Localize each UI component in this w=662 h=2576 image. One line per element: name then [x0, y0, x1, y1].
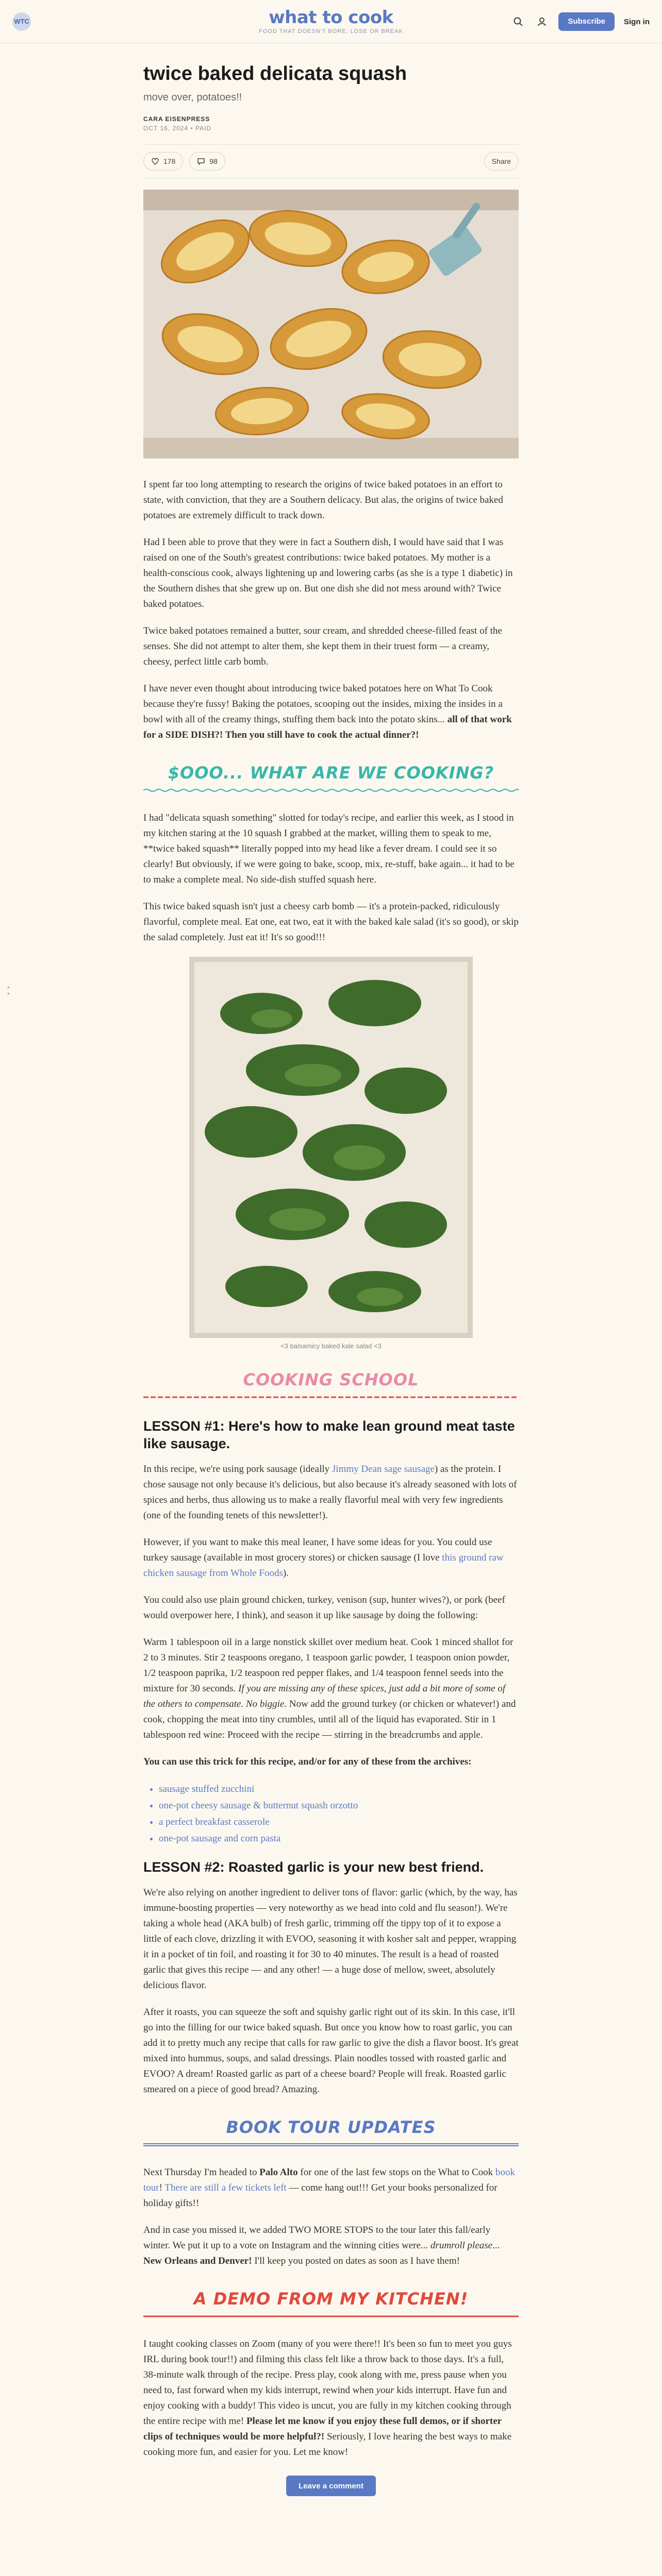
tour-paragraph-2 [143, 2223, 519, 2269]
dashed-divider-icon [143, 1395, 519, 1399]
archive-recipe-list [143, 1781, 519, 1847]
tour-p2-c: I'll keep you posted on dates as soon as I have them! [252, 2256, 460, 2266]
top-actions [511, 12, 650, 31]
l1-p4-italic: If you are missing any of these spices, just add a bit more of some of the others to compensate. No biggie. [143, 1683, 506, 1709]
demo-paragraph-1 [143, 2336, 519, 2460]
intro-paragraph-3: Twice baked potatoes remained a butter, sour cream, and shredded cheese-filled feast of the senses. She did not attempt to alter them, she kept them in their truest form — a creamy, cheesy, perfect little carb bomb. [143, 625, 502, 667]
tour-p1-d: — come hang out!!! Get your books personalized for holiday gifts!! [143, 2182, 498, 2209]
intro-paragraph-1: I spent far too long attempting to research the origins of twice baked potatoes in an effort to state, with conviction, that they are a Southern delicacy. But alas, the origins of twice baked potatoes are extremely difficult to track down. [143, 479, 503, 521]
share-label: Share [491, 157, 511, 165]
demo-p1-c: Seriously, I love hearing the best ways to make cooking more fun, and easier for you. Let me know! [143, 2431, 512, 2458]
l1-p2-a: However, if you want to make this meal leaner, I have some ideas for you. You could use turkey sausage (available in most grocery stores) or chicken sausage (I love [143, 1537, 492, 1563]
lesson-1-title: LESSON #1: Here's how to make lean ground meat taste like sausage. [143, 1418, 515, 1451]
comment-icon [197, 157, 205, 165]
publication-logo[interactable]: WTC [12, 12, 31, 31]
tour-p2-bold: New Orleans and Denver! [143, 2256, 252, 2266]
lesson-1-paragraph-5 [143, 1754, 519, 1770]
archive-link[interactable]: • a perfect breakfast casserole [159, 1814, 519, 1831]
lesson-2-paragraph-1: We're also relying on another ingredient to deliver tons of flavor: garlic (which, by the way, has immune-boosting properties — very noteworthy as we head into cold and flu season!). We're taking a whole head (AKA bulb) of fresh garlic, trimming off the tippy top of it to expose a little of each clove, drizzling it with EVOO, seasoning it with kosher salt and pepper, wrapping it in a pocket of tin foil, and roasting it for 30 to 40 minutes. The result is a head of roasted garlic that gives this recipe — and any other! — a huge dose of mellow, sweet, absolutely delicious flavor. [143, 1887, 518, 1991]
intro-paragraph-2: Had I been able to prove that they were in fact a Southern dish, I would have said that I was raised on one of the South's greatest contributions: twice baked potatoes. My mother is a health-conscious cook, always lightening up and lowering carbs (as she is a type 1 diabetic) in the Southern dishes that she grew up on. But one dish she did not mess around with? Twice baked potatoes. [143, 537, 513, 609]
kale-salad-image [189, 957, 473, 1338]
demo-heading-text: A DEMO FROM MY KITCHEN! [193, 2289, 469, 2309]
demo-p1-a: I taught cooking classes on Zoom (many of you were there!! It's been so fun to meet you guys IRL during book tour!!) and filming this class felt like a throw back to those days. It's a full, 38-minute walk through of the recipe. Press play, cook along with me, press pause when you need to, fast forward when my kids interrupt, rewind when [143, 2338, 512, 2396]
lesson-1-paragraph-1 [143, 1462, 519, 1523]
archive-link[interactable]: • one-pot cheesy sausage & butternut squash orzotto [159, 1798, 519, 1814]
article [143, 43, 519, 2511]
tour-p1-b: for one of the last few stops on the What to Cook [297, 2167, 495, 2178]
intro-4-text: I have never even thought about introducing twice baked potatoes here on What To Cook because they're fussy! Baking the potatoes, scooping out the insides, mixing the insides in a bowl with all of the creamy things, stuffing them back into the potato skins... [143, 683, 503, 725]
l1-p5-bold: You can use this trick for this recipe, and/or for any of these from the archives: [143, 1756, 472, 1767]
lesson-1-paragraph-2 [143, 1535, 519, 1581]
section-heading-tour [143, 2116, 519, 2149]
post-date: OCT 16, 2024 • PAID [143, 125, 212, 132]
lesson-2-paragraph-2: After it roasts, you can squeeze the soft and squishy garlic right out of its skin. In this case, it'll go into the filling for our twice baked squash. But once you know how to roast garlic, you can add it to pretty much any recipe that calls for raw garlic to give the dish a flavor boost. It's great mixed into hummus, soups, and salad dressings. Plain noodles tossed with roasted garlic and EVOO? A dream! Roasted garlic as part of a cheese board? People will freak. Roasted garlic smeared on a piece of good bread? Amazing. [143, 2007, 519, 2095]
tour-heading-text: BOOK TOUR UPDATES [226, 2117, 436, 2137]
comment-count: 98 [209, 157, 218, 165]
archive-link[interactable]: • one-pot sausage and corn pasta [159, 1831, 519, 1847]
tour-p2-a: And in case you missed it, we added TWO MORE STOPS to the tour later this fall/early winter. We put it up to a vote on Instagram and the winning cities were... [143, 2225, 491, 2251]
kale-salad-figure [143, 957, 519, 1350]
side-menu-handle-icon[interactable]: • • [7, 983, 10, 997]
red-divider-icon [143, 2314, 519, 2318]
whole-foods-link[interactable]: this ground raw chicken sausage from Whole Foods [143, 1552, 504, 1579]
section-heading-school [143, 1368, 519, 1402]
subscribe-button[interactable]: Subscribe [558, 12, 615, 31]
tour-p2-italic: drumroll please [430, 2240, 493, 2251]
l1-p1-a: In this recipe, we're using pork sausage (ideally [143, 1464, 332, 1475]
double-line-divider-icon [143, 2143, 519, 2147]
l1-p4-a: Warm 1 tablespoon oil in a large nonstick skillet over medium heat. Cook 1 minced shallot for 2 to 3 minutes. Stir 2 teaspoons oregano, 1 teaspoon garlic powder, 1 teaspoon onion powder, 1/2 teaspoon paprika, 1/2 teaspoon red pepper flakes, and 1/4 teaspoon fennel seeds into the mixture for 30 seconds. [143, 1637, 514, 1694]
heart-icon [151, 157, 159, 165]
post-subtitle: move over, potatoes!! [143, 92, 242, 103]
tour-p2-b: ... [492, 2240, 500, 2251]
l1-p2-b: ). [283, 1568, 289, 1579]
archive-link[interactable]: • sausage stuffed zucchini [159, 1781, 519, 1798]
tour-p1-c: ! [159, 2182, 165, 2193]
hero-image-squash [143, 190, 519, 459]
lesson-1-paragraph-4 [143, 1635, 519, 1743]
top-bar [0, 0, 662, 43]
search-icon[interactable] [511, 14, 525, 29]
tour-p1-bold: Palo Alto [259, 2167, 298, 2178]
post-author[interactable]: CARA EISENPRESS [143, 115, 210, 123]
cooking-paragraph-2: This twice baked squash isn't just a cheesy carb bomb — it's a protein-packed, ridiculously flavorful, complete meal. Eat one, eat two, eat it with the baked kale salad (it's so good), or skip the salad completely. Just eat it! It's so good!!! [143, 901, 519, 943]
l1-p4-b: Now add the ground turkey (or chicken or whatever!) and cook, chopping the meat into tiny crumbles, until all of the liquid has evaporated. Stir in 1 tablespoon red wine: Proceed with the recipe — stirring in the breadcrumbs and apple. [143, 1699, 516, 1740]
section-heading-demo [143, 2287, 519, 2321]
like-count: 178 [163, 157, 176, 165]
l1-p1-b: ) as the protein. I chose sausage not only because it's delicious, but also because it's already seasoned with lots of spices and herbs, thus allowing us to make a really flavorful meal with very few ingredients (one of the founding tenets of this newsletter!). [143, 1464, 517, 1521]
squiggle-divider-icon [143, 788, 519, 792]
kale-salad-caption: <3 balsamicy baked kale salad <3 [280, 1342, 382, 1350]
leave-comment-button[interactable]: Leave a comment [286, 2476, 376, 2496]
lesson-2-title: LESSON #2: Roasted garlic is your new best friend. [143, 1859, 484, 1875]
section-heading-cooking [143, 761, 519, 795]
tickets-link[interactable]: There are still a few tickets left [164, 2182, 287, 2193]
account-icon[interactable] [535, 14, 549, 29]
tour-p1-a: Next Thursday I'm headed to [143, 2167, 260, 2178]
intro-4-bold: all of that work for a SIDE DISH?! Then you still have to cook the actual dinner?! [143, 714, 512, 740]
demo-p1-b: kids interrupt. Have fun and enjoy cooking with a buddy! This video is uncut, you are fully in my kitchen cooking through the entire recipe with me! [143, 2385, 511, 2427]
intro-paragraph-4 [143, 681, 519, 743]
school-heading-text: COOKING SCHOOL [243, 1370, 419, 1389]
brand-tagline: FOOD THAT DOESN'T BORE, LOSE OR BREAK [259, 28, 403, 35]
comment-button[interactable] [189, 152, 225, 171]
brand-name[interactable]: what to cook [269, 7, 393, 28]
share-button[interactable] [484, 152, 519, 171]
lesson-1-paragraph-3: You could also use plain ground chicken, turkey, venison (sup, hunter wives?), or pork (beef would overpower here, I think), and season it up like sausage by doing the following: [143, 1595, 505, 1621]
engagement-bar [143, 144, 519, 178]
cooking-paragraph-1: I had "delicata squash something" slotted for today's recipe, and earlier this week, as I stood in my kitchen staring at the 10 squash I grabbed at the market, willing them to speak to me, **twice baked squash** literally popped into my head like a fever dream. I could see it so clearly! But obviously, if we were going to bake, scoop, mix, re-stuff, bake again... it had to be to make a complete meal. No side-dish stuffed squash here. [143, 812, 515, 885]
demo-p1-italic: your [376, 2385, 394, 2396]
sign-in-link[interactable]: Sign in [624, 17, 650, 26]
cooking-heading-text: $OOO... WHAT ARE WE COOKING? [168, 763, 494, 783]
book-tour-link[interactable]: book tour [143, 2167, 515, 2193]
jimmy-dean-link[interactable]: Jimmy Dean sage sausage [332, 1464, 435, 1475]
comment-cta [143, 2476, 519, 2496]
post-title: twice baked delicata squash [143, 63, 407, 84]
tour-paragraph-1 [143, 2165, 519, 2211]
demo-p1-bold: Please let me know if you enjoy these full demos, or if shorter clips of techniques would be more helpful?! [143, 2416, 502, 2442]
like-button[interactable] [143, 152, 183, 171]
